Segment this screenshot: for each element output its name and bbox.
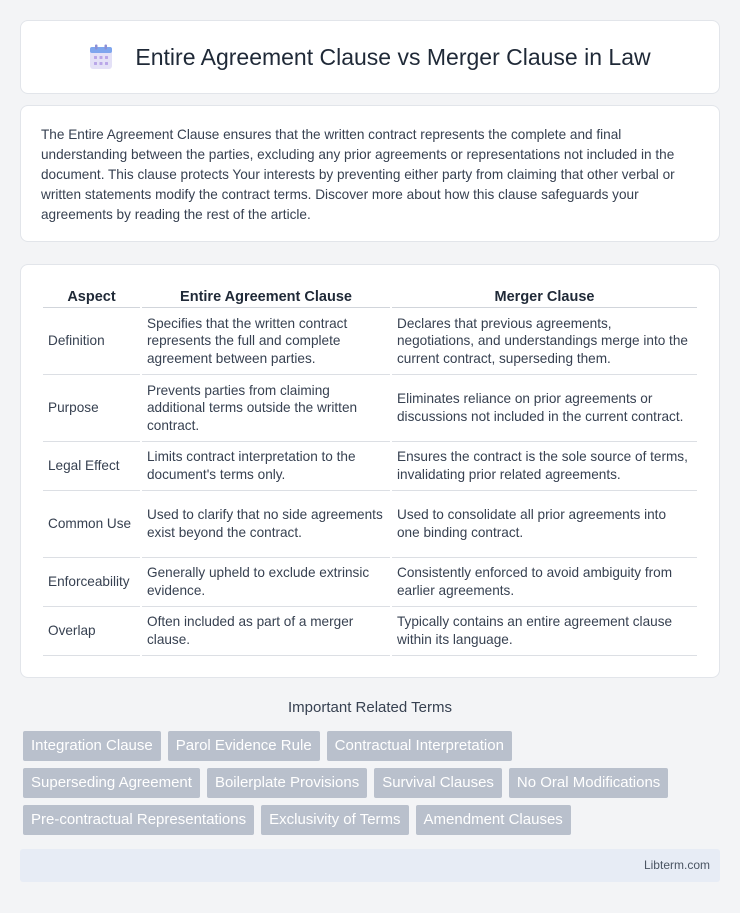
related-tags bbox=[23, 731, 723, 842]
table-row bbox=[43, 308, 697, 375]
cell-aspect: Common Use bbox=[43, 491, 140, 558]
footer-site[interactable]: Libterm.com bbox=[643, 858, 710, 872]
cell-entire: Generally upheld to exclude extrinsic evidence. bbox=[142, 558, 390, 607]
comparison-card bbox=[20, 264, 720, 678]
related-terms-section bbox=[0, 699, 740, 716]
tag-amendment-clauses[interactable]: Amendment Clauses bbox=[416, 805, 571, 835]
cell-aspect: Enforceability bbox=[43, 558, 140, 607]
table-row bbox=[43, 607, 697, 656]
tag-row bbox=[23, 768, 723, 798]
cell-aspect: Overlap bbox=[43, 607, 140, 656]
header-merger: Merger Clause bbox=[392, 285, 697, 308]
cell-entire: Limits contract interpretation to the document's terms only. bbox=[142, 442, 390, 491]
cell-merger: Consistently enforced to avoid ambiguity from earlier agreements. bbox=[392, 558, 697, 607]
header-entire-agreement: Entire Agreement Clause bbox=[142, 285, 390, 308]
title-card bbox=[20, 20, 720, 94]
document-icon bbox=[89, 44, 113, 70]
table-row bbox=[43, 558, 697, 607]
tag-boilerplate-provisions[interactable]: Boilerplate Provisions bbox=[207, 768, 367, 798]
cell-merger: Typically contains an entire agreement clause within its language. bbox=[392, 607, 697, 656]
comparison-table bbox=[41, 285, 699, 656]
cell-merger: Used to consolidate all prior agreements into one binding contract. bbox=[392, 491, 697, 558]
cell-aspect: Definition bbox=[43, 308, 140, 375]
cell-merger: Ensures the contract is the sole source of terms, invalidating prior related agreements. bbox=[392, 442, 697, 491]
cell-entire: Specifies that the written contract represents the full and complete agreement between parties. bbox=[142, 308, 390, 375]
tag-parol-evidence-rule[interactable]: Parol Evidence Rule bbox=[168, 731, 320, 761]
cell-entire: Used to clarify that no side agreements exist beyond the contract. bbox=[142, 491, 390, 558]
table-row bbox=[43, 375, 697, 442]
table-row bbox=[43, 491, 697, 558]
cell-entire: Prevents parties from claiming additional terms outside the written contract. bbox=[142, 375, 390, 442]
cell-aspect: Legal Effect bbox=[43, 442, 140, 491]
intro-text: The Entire Agreement Clause ensures that the written contract represents the complete and final understanding between the parties, excluding any prior agreements or representations not included in the document. This clause protects Your interests by preventing either party from claiming that other verbal or written statements modify the contract terms. Discover more about how this clause safeguards your agreements by reading the rest of the article. bbox=[41, 127, 675, 222]
cell-entire: Often included as part of a merger clause. bbox=[142, 607, 390, 656]
tag-pre-contractual-representations[interactable]: Pre-contractual Representations bbox=[23, 805, 254, 835]
table-row bbox=[43, 442, 697, 491]
tag-superseding-agreement[interactable]: Superseding Agreement bbox=[23, 768, 200, 798]
tag-row bbox=[23, 731, 723, 761]
tag-exclusivity-of-terms[interactable]: Exclusivity of Terms bbox=[261, 805, 408, 835]
cell-aspect: Purpose bbox=[43, 375, 140, 442]
tag-no-oral-modifications[interactable]: No Oral Modifications bbox=[509, 768, 668, 798]
tag-contractual-interpretation[interactable]: Contractual Interpretation bbox=[327, 731, 512, 761]
cell-merger: Eliminates reliance on prior agreements or discussions not included in the current contract. bbox=[392, 375, 697, 442]
table-header-row bbox=[43, 285, 697, 308]
related-terms-title: Important Related Terms bbox=[288, 699, 452, 716]
header-aspect: Aspect bbox=[43, 285, 140, 308]
tag-row bbox=[23, 805, 723, 835]
page-title: Entire Agreement Clause vs Merger Clause in Law bbox=[135, 43, 651, 70]
footer bbox=[20, 849, 720, 882]
intro-card bbox=[20, 105, 720, 242]
tag-survival-clauses[interactable]: Survival Clauses bbox=[374, 768, 502, 798]
cell-merger: Declares that previous agreements, negotiations, and understandings merge into the current contract, superseding them. bbox=[392, 308, 697, 375]
tag-integration-clause[interactable]: Integration Clause bbox=[23, 731, 161, 761]
